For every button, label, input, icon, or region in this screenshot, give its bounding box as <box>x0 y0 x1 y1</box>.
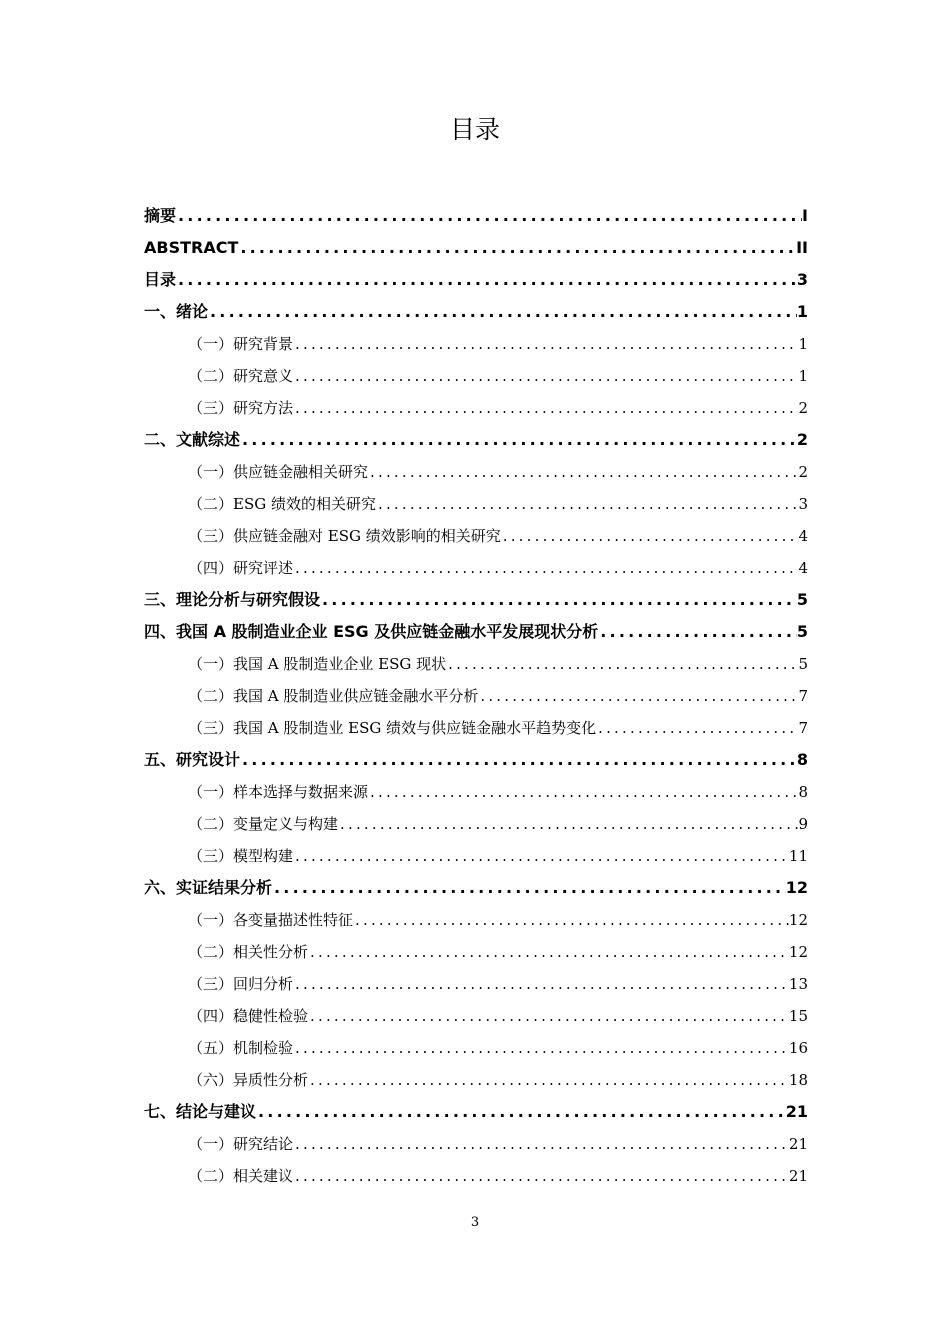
toc-entry-label: （五）机制检验 <box>188 1039 294 1057</box>
toc-entry[interactable] <box>144 584 808 616</box>
toc-dot-leader <box>293 360 798 392</box>
toc-entry-page: 11 <box>788 847 808 865</box>
toc-entry[interactable] <box>144 1032 808 1064</box>
toc-entry[interactable] <box>144 232 808 264</box>
toc-entry-label: 摘要 <box>144 206 177 225</box>
toc-entry[interactable] <box>144 1096 808 1128</box>
toc-dot-leader <box>293 968 789 1000</box>
toc-entry-label: 五、研究设计 <box>144 750 241 769</box>
toc-entry-page: 16 <box>788 1039 808 1057</box>
toc-entry[interactable] <box>144 808 808 840</box>
toc-entry-page: 8 <box>798 783 808 801</box>
toc-entry[interactable] <box>144 1000 808 1032</box>
toc-entry[interactable] <box>144 456 808 488</box>
toc-dot-leader <box>293 1032 789 1064</box>
toc-entry-page: 12 <box>785 878 808 897</box>
toc-entry[interactable] <box>144 904 808 936</box>
toc-entry-page: 13 <box>788 975 808 993</box>
toc-entry-page: 5 <box>796 622 808 641</box>
toc-entry-label: （一）我国 A 股制造业企业 ESG 现状 <box>188 655 447 673</box>
toc-dot-leader <box>446 648 798 680</box>
toc-dot-leader <box>238 232 796 264</box>
toc-entry[interactable] <box>144 1064 808 1096</box>
toc-entry-page: 1 <box>798 335 808 353</box>
toc-entry-page: 5 <box>796 590 808 609</box>
toc-dot-leader <box>368 456 798 488</box>
toc-entry[interactable] <box>144 616 808 648</box>
page-title: 目录 <box>449 115 500 144</box>
toc-entry[interactable] <box>144 712 808 744</box>
toc-dot-leader <box>598 616 797 648</box>
toc-entry[interactable] <box>144 200 808 232</box>
toc-dot-leader <box>272 872 786 904</box>
toc-dot-leader <box>308 936 789 968</box>
toc-entry-page: 21 <box>788 1135 808 1153</box>
table-of-contents <box>144 200 808 1192</box>
toc-entry-page: 3 <box>798 495 808 513</box>
toc-entry-page: 21 <box>785 1102 808 1121</box>
toc-entry-page: 1 <box>796 302 808 321</box>
toc-dot-leader <box>338 808 798 840</box>
toc-entry[interactable] <box>144 648 808 680</box>
toc-entry-page: I <box>802 206 808 225</box>
toc-entry-page: 5 <box>798 655 808 673</box>
toc-dot-leader <box>376 488 798 520</box>
toc-entry-label: （四）稳健性检验 <box>188 1007 309 1025</box>
toc-entry-page: 4 <box>798 527 808 545</box>
toc-entry-label: 六、实证结果分析 <box>144 878 273 897</box>
toc-dot-leader <box>293 840 789 872</box>
toc-entry-label: （四）研究评述 <box>188 559 294 577</box>
toc-entry[interactable] <box>144 360 808 392</box>
toc-dot-leader <box>176 264 797 296</box>
toc-entry-page: II <box>796 238 808 257</box>
toc-entry-label: （六）异质性分析 <box>188 1071 309 1089</box>
toc-dot-leader <box>353 904 789 936</box>
toc-entry-page: 21 <box>788 1167 808 1185</box>
toc-dot-leader <box>293 1160 789 1192</box>
toc-dot-leader <box>293 328 798 360</box>
toc-entry-page: 7 <box>798 719 808 737</box>
toc-entry[interactable] <box>144 872 808 904</box>
toc-entry-page: 7 <box>798 687 808 705</box>
toc-dot-leader <box>293 1128 789 1160</box>
toc-entry-page: 9 <box>798 815 808 833</box>
toc-entry-page: 18 <box>788 1071 808 1089</box>
toc-entry[interactable] <box>144 744 808 776</box>
toc-entry-label: （三）回归分析 <box>188 975 294 993</box>
toc-dot-leader <box>256 1096 786 1128</box>
toc-entry[interactable] <box>144 392 808 424</box>
toc-dot-leader <box>368 776 798 808</box>
toc-entry[interactable] <box>144 840 808 872</box>
toc-entry-label: （三）研究方法 <box>188 399 294 417</box>
toc-entry-label: 四、我国 A 股制造业企业 ESG 及供应链金融水平发展现状分析 <box>144 622 599 641</box>
toc-dot-leader <box>293 392 798 424</box>
toc-entry-label: （一）研究结论 <box>188 1135 294 1153</box>
toc-entry-page: 2 <box>796 430 808 449</box>
toc-entry-label: 七、结论与建议 <box>144 1102 257 1121</box>
toc-entry-label: （二）研究意义 <box>188 367 294 385</box>
toc-entry[interactable] <box>144 936 808 968</box>
toc-dot-leader <box>501 520 799 552</box>
toc-dot-leader <box>176 200 802 232</box>
toc-entry[interactable] <box>144 424 808 456</box>
toc-entry-label: ABSTRACT <box>144 238 239 257</box>
toc-entry-label: （二）ESG 绩效的相关研究 <box>188 495 376 513</box>
toc-dot-leader <box>320 584 797 616</box>
toc-entry-label: （二）相关建议 <box>188 1167 294 1185</box>
toc-dot-leader <box>208 296 797 328</box>
toc-entry-label: （三）供应链金融对 ESG 绩效影响的相关研究 <box>188 527 501 545</box>
toc-entry[interactable] <box>144 1128 808 1160</box>
toc-entry-page: 4 <box>798 559 808 577</box>
toc-entry-page: 12 <box>788 943 808 961</box>
toc-entry-page: 2 <box>798 463 808 481</box>
toc-entry[interactable] <box>144 488 808 520</box>
toc-entry[interactable] <box>144 776 808 808</box>
toc-entry-label: 目录 <box>144 270 177 289</box>
toc-entry[interactable] <box>144 680 808 712</box>
toc-entry[interactable] <box>144 296 808 328</box>
toc-dot-leader <box>308 1000 789 1032</box>
toc-entry-page: 1 <box>798 367 808 385</box>
toc-entry-label: （二）变量定义与构建 <box>188 815 339 833</box>
toc-dot-leader <box>308 1064 789 1096</box>
toc-entry-label: （一）研究背景 <box>188 335 294 353</box>
toc-entry[interactable] <box>144 968 808 1000</box>
toc-entry[interactable] <box>144 552 808 584</box>
toc-dot-leader <box>596 712 798 744</box>
toc-entry-page: 15 <box>788 1007 808 1025</box>
toc-entry-label: （一）各变量描述性特征 <box>188 911 354 929</box>
toc-entry-label: 三、理论分析与研究假设 <box>144 590 321 609</box>
toc-entry-page: 2 <box>798 399 808 417</box>
toc-entry-label: 一、绪论 <box>144 302 209 321</box>
toc-entry-label: （一）供应链金融相关研究 <box>188 463 369 481</box>
toc-entry-label: 二、文献综述 <box>144 430 241 449</box>
toc-dot-leader <box>293 552 798 584</box>
toc-entry-label: （三）我国 A 股制造业 ESG 绩效与供应链金融水平趋势变化 <box>188 719 597 737</box>
toc-dot-leader <box>240 424 797 456</box>
toc-entry-label: （三）模型构建 <box>188 847 294 865</box>
toc-entry-page: 12 <box>788 911 808 929</box>
toc-entry[interactable] <box>144 328 808 360</box>
toc-entry-page: 3 <box>796 270 808 289</box>
toc-entry[interactable] <box>144 520 808 552</box>
toc-dot-leader <box>240 744 797 776</box>
toc-entry-page: 8 <box>796 750 808 769</box>
toc-entry[interactable] <box>144 1160 808 1192</box>
toc-entry-label: （一）样本选择与数据来源 <box>188 783 369 801</box>
toc-entry[interactable] <box>144 264 808 296</box>
toc-dot-leader <box>478 680 798 712</box>
page-number: 3 <box>470 1215 480 1230</box>
toc-entry-label: （二）我国 A 股制造业供应链金融水平分析 <box>188 687 479 705</box>
toc-entry-label: （二）相关性分析 <box>188 943 309 961</box>
